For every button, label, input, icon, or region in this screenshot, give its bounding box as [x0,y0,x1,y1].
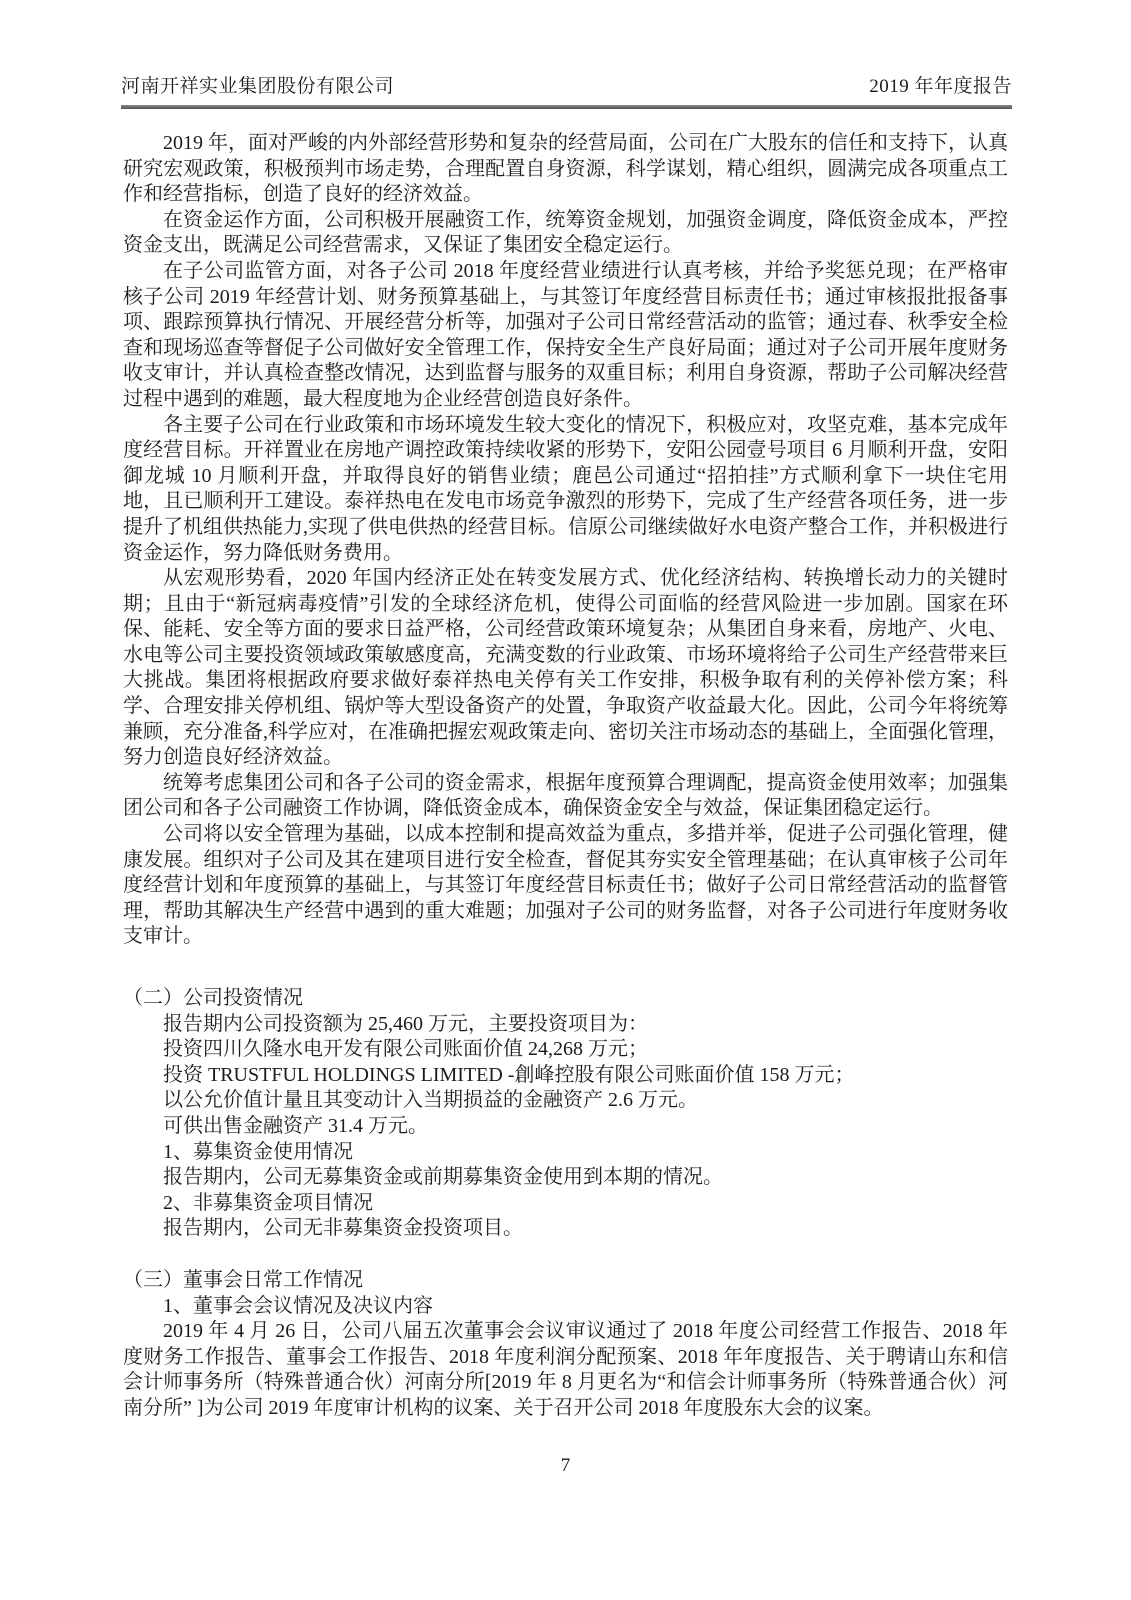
company-name: 河南开祥实业集团股份有限公司 [121,76,395,97]
document-body [123,131,1008,1422]
list-item-raised-funds: 1、募集资金使用情况 [163,1140,353,1163]
page-header [121,76,1012,109]
paragraph-funds-operation: 在资金运作方面，公司积极开展融资工作，统筹资金规划，加强资金调度，降低资金成本，严控资金支出，既满足公司经营需求，又保证了集团安全稳定运行。 [123,208,1008,257]
paragraph-investment-total: 报告期内公司投资额为 25,460 万元，主要投资项目为： [163,1012,648,1035]
paragraph-fair-value-assets: 以公允价值计量且其变动计入当期损益的金融资产 2.6 万元。 [163,1089,698,1112]
paragraph-safety-management: 公司将以安全管理为基础，以成本控制和提高效益为重点，多措并举，促进子公司强化管理，健康发展。组织对子公司及其在建项目进行安全检查，督促其夯实安全管理基础；在认真审核子公司年度经营计划和年度预算的基础上，与其签订年度经营目标责任书；做好子公司日常经营活动的监督管理，帮助其解决生产经营中遇到的重大难题；加强对子公司的财务监督，对各子公司进行年度财务收支审计。 [123,823,1008,948]
report-title: 2019 年年度报告 [869,76,1012,97]
section-heading-investment: （二）公司投资情况 [123,987,303,1009]
header-row [121,76,1012,98]
paragraph-nonraised-note: 报告期内，公司无非募集资金投资项目。 [163,1217,523,1240]
list-item-board-meetings: 1、董事会会议情况及决议内容 [163,1294,433,1317]
paragraph-overview: 2019 年，面对严峻的内外部经营形势和复杂的经营局面，公司在广大股东的信任和支持下，认真研究宏观政策，积极预判市场走势，合理配置自身资源，科学谋划，精心组织，圆满完成各项重点工作和经营指标，创造了良好的经济效益。 [123,132,1008,206]
paragraph-board-meeting-detail: 2019 年 4 月 26 日，公司八届五次董事会会议审议通过了 2018 年度公司经营工作报告、2018 年度财务工作报告、董事会工作报告、2018 年度利润分配预案、2018 年年度报告、关于聘请山东和信会计师事务所（特殊普通合伙）河南分所[2019 年 8 月更名为“和信会计师事务所（特殊普通合伙）河南分所” ]为公司 2019 年度审计机构的议案、关于召开公司 2018 年度股东大会的议案。 [123,1320,1008,1419]
header-rule [121,105,1012,109]
paragraph-investment-jiulong: 投资四川久隆水电开发有限公司账面价值 24,268 万元； [163,1038,648,1061]
paragraph-available-assets: 可供出售金融资产 31.4 万元。 [163,1114,428,1137]
page-footer [0,1455,1131,1477]
section-heading-board-work: （三）董事会日常工作情况 [123,1268,363,1291]
paragraph-funding-plan: 统筹考虑集团公司和各子公司的资金需求，根据年度预算合理调配，提高资金使用效率；加强集团公司和各子公司融资工作协调，降低资金成本，确保资金安全与效益，保证集团稳定运行。 [123,771,1008,820]
paragraph-investment-trustful: 投资 TRUSTFUL HOLDINGS LIMITED -創峰控股有限公司账面价值 158 万元； [163,1063,855,1086]
page-number: 7 [560,1455,571,1476]
paragraph-raised-funds-note: 报告期内，公司无募集资金或前期募集资金使用到本期的情况。 [163,1166,723,1189]
paragraph-macro-outlook: 从宏观形势看，2020 年国内经济正处在转变发展方式、优化经济结构、转换增长动力的关键时期；且由于“新冠病毒疫情”引发的全球经济危机，使得公司面临的经营风险进一步加剧。国家在环保、能耗、安全等方面的要求日益严格，公司经营政策环境复杂；从集团自身来看，房地产、火电、水电等公司主要投资领域政策敏感度高，充满变数的行业政策、市场环境将给子公司生产经营带来巨大挑战。集团将根据政府要求做好泰祥热电关停有关工作安排，积极争取有利的关停补偿方案；科学、合理安排关停机组、锅炉等大型设备资产的处置，争取资产收益最大化。因此，公司今年将统筹兼顾，充分准备,科学应对，在准确把握宏观政策走向、密切关注市场动态的基础上，全面强化管理，努力创造良好经济效益。 [123,567,1008,769]
paragraph-subsidiary-results: 各主要子公司在行业政策和市场环境发生较大变化的情况下，积极应对，攻坚克难，基本完成年度经营目标。开祥置业在房地产调控政策持续收紧的形势下，安阳公园壹号项目 6 月顺利开盘，安阳御龙城 10 月顺利开盘，并取得良好的销售业绩；鹿邑公司通过“招拍挂”方式顺利拿下一块住宅用地，且已顺利开工建设。泰祥热电在发电市场竞争激烈的形势下，完成了生产经营各项任务，进一步提升了机组供热能力,实现了供电供热的经营目标。信原公司继续做好水电资产整合工作，并积极进行资金运作，努力降低财务费用。 [123,413,1008,564]
list-item-nonraised-funds: 2、非募集资金项目情况 [163,1191,373,1214]
paragraph-subsidiary-oversight: 在子公司监管方面，对各子公司 2018 年度经营业绩进行认真考核，并给予奖惩兑现；在严格审核子公司 2019 年经营计划、财务预算基础上，与其签订年度经营目标责任书；通过审核报批报备事项、跟踪预算执行情况、开展经营分析等，加强对子公司日常经营活动的监管；通过春、秋季安全检查和现场巡查等督促子公司做好安全管理工作，保持安全生产良好局面；通过对子公司开展年度财务收支审计，并认真检查整改情况，达到监督与服务的双重目标；利用自身资源，帮助子公司解决经营过程中遇到的难题，最大程度地为企业经营创造良好条件。 [123,259,1008,410]
